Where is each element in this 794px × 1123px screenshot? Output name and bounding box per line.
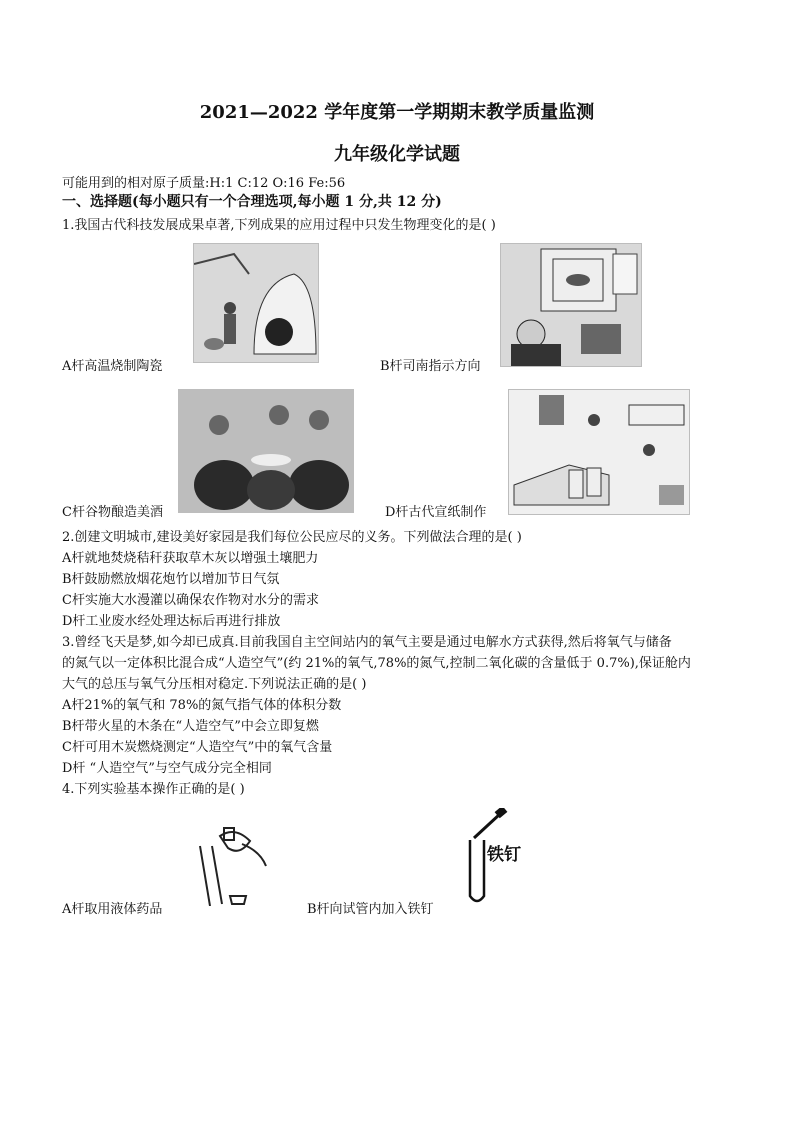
q1-option-a[interactable]: A杆高温烧制陶瓷 — [62, 359, 163, 374]
atomic-masses: 可能用到的相对原子质量:H:1 C:12 O:16 Fe:56 — [62, 176, 346, 191]
q4-option-a[interactable]: A杆取用液体药品 — [62, 902, 163, 917]
page-title: 2021—2022 学年度第一学期期末教学质量监测 — [199, 102, 595, 123]
q3-option-c[interactable]: C杆可用木炭燃烧测定“人造空气”中的氧气含量 — [62, 740, 333, 755]
q2-option-c[interactable]: C杆实施大水漫灌以确保农作物对水分的需求 — [62, 593, 319, 608]
question-1-stem: 1.我国古代科技发展成果卓著,下列成果的应用过程中只发生物理变化的是( ) — [62, 218, 496, 233]
page-subtitle: 九年级化学试题 — [334, 144, 460, 165]
question-3-stem-line-1: 3.曾经飞天是梦,如今却已成真.目前我国自主空间站内的氧气主要是通过电解水方式获得,然后将氧气与储备 — [62, 635, 672, 650]
section-heading: 一、选择题(每小题只有一个合理选项,每小题 1 分,共 12 分) — [62, 194, 442, 210]
q4-option-b[interactable]: B杆向试管内加入铁钉 — [307, 902, 434, 917]
compass-sinan-illustration — [500, 243, 642, 367]
q1-option-b[interactable]: B杆司南指示方向 — [380, 359, 481, 374]
question-4-stem: 4.下列实验基本操作正确的是( ) — [62, 782, 245, 797]
question-3-stem-line-2: 的氮气以一定体积比混合成“人造空气”(约 21%的氧气,78%的氮气,控制二氧化碳的含量低于 0.7%),保证舱内 — [62, 656, 691, 671]
question-3-stem-line-3: 大气的总压与氧气分压相对稳定.下列说法正确的是( ) — [62, 677, 367, 692]
q3-option-a[interactable]: A杆21%的氧气和 78%的氮气指气体的体积分数 — [62, 698, 342, 713]
xuan-paper-making-illustration — [508, 389, 690, 515]
q3-option-d[interactable]: D杆 “人造空气”与空气成分完全相同 — [62, 761, 272, 776]
q1-option-d[interactable]: D杆古代宣纸制作 — [385, 505, 487, 520]
question-2-stem: 2.创建文明城市,建设美好家园是我们每位公民应尽的义务。下列做法合理的是( ) — [62, 530, 522, 545]
iron-nail-label: 铁钉 — [487, 845, 521, 865]
q1-option-c[interactable]: C杆谷物酿造美酒 — [62, 505, 163, 520]
q3-option-b[interactable]: B杆带火星的木条在“人造空气”中会立即复燃 — [62, 719, 319, 734]
pottery-kiln-illustration — [193, 243, 319, 363]
liquid-pouring-illustration — [180, 826, 270, 906]
q2-option-d[interactable]: D杆工业废水经处理达标后再进行排放 — [62, 614, 281, 629]
q2-option-b[interactable]: B杆鼓励燃放烟花炮竹以增加节日气氛 — [62, 572, 280, 587]
q2-option-a[interactable]: A杆就地焚烧秸秆获取草木灰以增强土壤肥力 — [62, 551, 319, 566]
wine-brewing-illustration — [178, 389, 354, 513]
